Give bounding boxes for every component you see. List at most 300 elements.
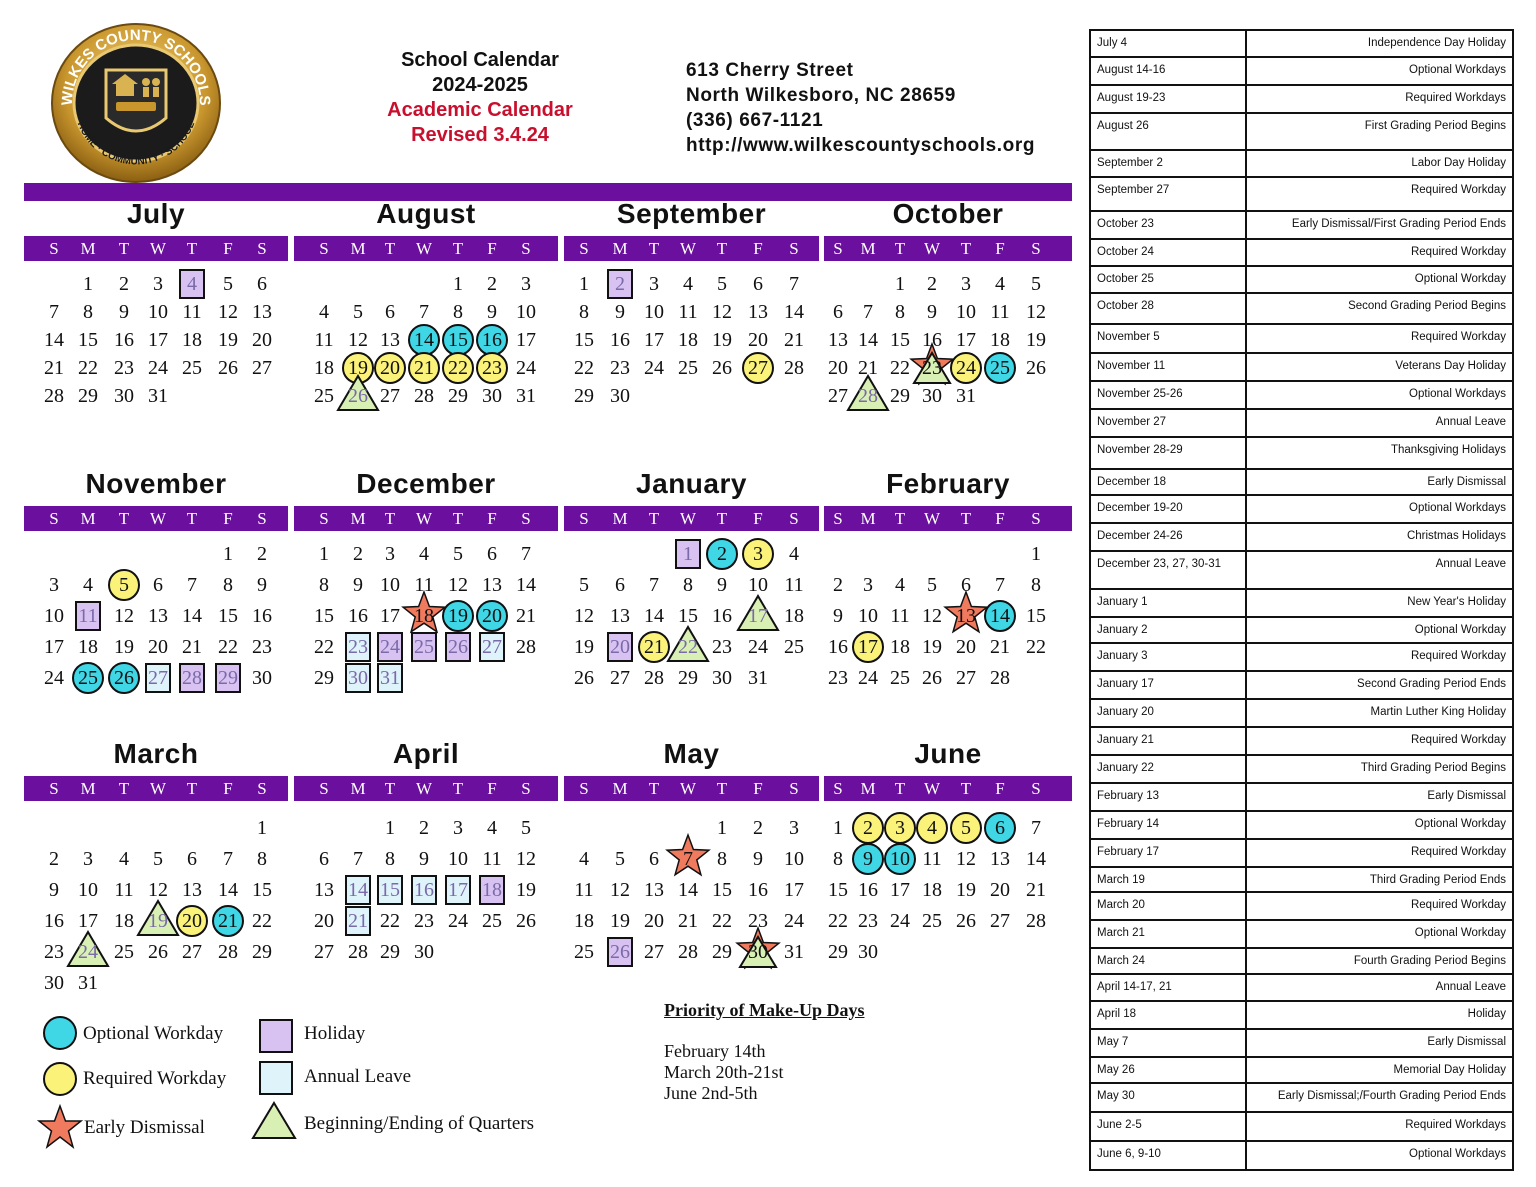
weekday-label: M [612,779,628,798]
calendar-day: 3 [385,543,395,565]
calendar-day: 29 [380,941,400,963]
calendar-day: 18 [574,910,594,932]
weekday-label: S [319,779,329,798]
event-row [1091,86,1512,114]
event-row [1091,975,1512,1002]
calendar-day: 27 [252,357,272,379]
calendar-day: 20 [380,357,400,379]
weekday-label: S [319,239,329,258]
weekday-label: M [860,239,876,258]
event-description: Annual Leave [1435,416,1506,428]
district-address [686,58,1035,158]
event-description: Annual Leave [1435,558,1506,570]
event-date: August 19-23 [1097,92,1166,104]
event-description: Early Dismissal;/Fourth Grading Period Ends [1277,1090,1506,1102]
event-row [1091,590,1512,618]
calendar-day: 3 [789,817,799,839]
calendar-day: 11 [922,848,942,870]
weekday-label: S [257,239,267,258]
calendar-day: 12 [922,605,942,627]
weekday-label: W [149,239,167,258]
calendar-day: 23 [858,910,878,932]
calendar-day: 5 [521,817,531,839]
weekday-label: F [753,509,763,528]
calendar-day: 4 [187,273,197,295]
calendar-day: 4 [319,301,329,323]
calendar-day: 2 [257,543,267,565]
weekday-label: T [716,509,728,528]
calendar-day: 6 [649,848,659,870]
month-november [24,470,288,720]
calendar-day: 6 [753,273,763,295]
weekday-label: F [995,509,1005,528]
event-description: Required Workday [1410,734,1506,746]
calendar-day: 7 [863,301,873,323]
weekday-label: T [118,779,130,798]
event-description: Required Workday [1410,184,1506,196]
weekday-label: T [186,779,198,798]
event-date: November 28-29 [1097,444,1183,456]
event-date: January 1 [1097,596,1148,608]
calendar-day: 25 [314,385,334,407]
weekday-header [294,506,558,531]
calendar-day: 12 [448,574,468,596]
event-description: Labor Day Holiday [1411,157,1506,169]
calendar-day: 15 [712,879,732,901]
month-december [294,470,558,720]
weekday-label: T [648,779,660,798]
calendar-day: 21 [348,910,368,932]
calendar-day: 30 [348,667,368,689]
event-row [1091,756,1512,784]
calendar-day: 18 [990,329,1010,351]
event-date: January 21 [1097,734,1154,746]
event-row [1091,496,1512,524]
calendar-day: 23 [828,667,848,689]
event-description: Required Workday [1410,246,1506,258]
event-row [1091,354,1512,382]
weekday-label: M [80,239,96,258]
calendar-day: 2 [717,543,727,565]
weekday-label: M [350,779,366,798]
event-row [1091,700,1512,728]
event-description: Required Workday [1410,846,1506,858]
calendar-day: 3 [49,574,59,596]
calendar-day: 4 [789,543,799,565]
calendar-day: 10 [380,574,400,596]
calendar-day: 5 [119,574,129,596]
calendar-day: 9 [119,301,129,323]
school-logo [50,22,222,184]
month-august [294,200,558,450]
calendar-day: 24 [956,357,976,379]
event-description: Memorial Day Holiday [1393,1064,1506,1076]
event-row [1091,840,1512,868]
event-row [1091,644,1512,672]
weekday-label: S [833,779,843,798]
event-date: August 14-16 [1097,64,1166,76]
weekday-label: T [384,779,396,798]
calendar-day: 26 [218,357,238,379]
event-date: December 18 [1097,476,1167,488]
month-name: March [113,738,199,769]
calendar-day: 21 [414,357,434,379]
calendar-day: 7 [789,273,799,295]
event-row [1091,240,1512,267]
weekday-label: T [452,779,464,798]
event-description: New Year's Holiday [1407,596,1506,608]
event-date: January 17 [1097,678,1154,690]
event-date: June 2-5 [1097,1119,1142,1131]
calendar-day: 17 [148,329,168,351]
event-row [1091,114,1512,151]
legend-early-label: Early Dismissal [84,1117,205,1138]
calendar-day: 27 [314,941,334,963]
makeup-heading: Priority of Make-Up Days [664,1000,865,1020]
event-description: Required Workdays [1405,1119,1506,1131]
calendar-day: 21 [182,636,202,658]
event-row [1091,438,1512,470]
calendar-day: 8 [833,848,843,870]
address-street: 613 Cherry Street [686,60,854,81]
optional-workday-icon [42,1015,78,1056]
event-date: June 6, 9-10 [1097,1148,1161,1160]
weekday-header [564,776,819,801]
calendar-day: 3 [649,273,659,295]
calendar-day: 29 [78,385,98,407]
calendar-day: 4 [487,817,497,839]
month-name: June [914,738,982,769]
event-date: May 26 [1097,1064,1135,1076]
event-date: February 14 [1097,818,1160,830]
calendar-day: 16 [414,879,434,901]
weekday-label: M [80,509,96,528]
weekday-label: S [789,779,799,798]
calendar-day: 17 [644,329,664,351]
event-date: May 7 [1097,1036,1129,1048]
calendar-day: 12 [218,301,238,323]
calendar-day: 25 [574,941,594,963]
calendar-day: 19 [148,910,168,932]
calendar-day: 8 [319,574,329,596]
weekday-label: T [648,239,660,258]
calendar-day: 30 [748,941,768,963]
event-description: Third Grading Period Ends [1369,874,1506,886]
calendar-day: 11 [678,301,698,323]
calendar-day: 24 [516,357,536,379]
event-description: Required Workday [1410,650,1506,662]
event-date: April 18 [1097,1008,1136,1020]
calendar-day: 23 [610,357,630,379]
event-date: January 22 [1097,762,1154,774]
calendar-day: 25 [990,357,1010,379]
calendar-day: 26 [448,636,468,658]
calendar-day: 15 [314,605,334,627]
calendar-day: 30 [712,667,732,689]
event-date: September 27 [1097,184,1170,196]
calendar-day: 8 [223,574,233,596]
calendar-day: 29 [712,941,732,963]
calendar-day: 15 [828,879,848,901]
calendar-day: 17 [956,329,976,351]
event-date: November 5 [1097,331,1160,343]
calendar-day: 5 [961,817,971,839]
weekday-label: T [452,239,464,258]
weekday-label: W [415,779,433,798]
calendar-day: 20 [314,910,334,932]
calendar-day: 11 [314,329,334,351]
weekday-header [24,506,288,531]
weekday-label: M [350,509,366,528]
event-row [1091,151,1512,178]
calendar-day: 28 [44,385,64,407]
weekday-label: T [716,779,728,798]
calendar-day: 4 [895,574,905,596]
calendar-day: 20 [990,879,1010,901]
quarters-triangle-icon [250,1100,298,1147]
calendar-day: 1 [453,273,463,295]
weekday-label: F [995,779,1005,798]
calendar-day: 30 [114,385,134,407]
calendar-day: 10 [148,301,168,323]
calendar-day: 1 [223,543,233,565]
calendar-day: 20 [252,329,272,351]
address-website[interactable]: http://www.wilkescountyschools.org [686,135,1036,156]
event-row [1091,267,1512,294]
weekday-label: W [679,239,697,258]
calendar-day: 3 [863,574,873,596]
calendar-day: 16 [610,329,630,351]
calendar-day: 10 [78,879,98,901]
event-date: August 26 [1097,120,1149,132]
weekday-label: S [521,239,531,258]
calendar-day: 13 [748,301,768,323]
calendar-day: 26 [148,941,168,963]
event-row [1091,524,1512,552]
calendar-day: 12 [1026,301,1046,323]
calendar-day: 8 [683,574,693,596]
calendar-day: 14 [44,329,64,351]
weekday-label: S [579,779,589,798]
calendar-day: 14 [348,879,368,901]
calendar-day: 22 [828,910,848,932]
calendar-day: 16 [114,329,134,351]
calendar-day: 21 [44,357,64,379]
calendar-day: 29 [252,941,272,963]
calendar-day: 29 [890,385,910,407]
weekday-label: T [960,239,972,258]
calendar-day: 29 [314,667,334,689]
calendar-day: 11 [182,301,202,323]
calendar-day: 7 [187,574,197,596]
calendar-day: 27 [610,667,630,689]
weekday-label: T [186,239,198,258]
calendar-day: 28 [218,941,238,963]
calendar-day: 15 [1026,605,1046,627]
calendar-day: 10 [956,301,976,323]
event-date: February 13 [1097,790,1160,802]
event-description: Optional Workdays [1409,64,1506,76]
calendar-day: 13 [828,329,848,351]
calendar-day: 3 [453,817,463,839]
calendar-day: 18 [182,329,202,351]
calendar-day: 2 [863,817,873,839]
event-description: Optional Workday [1414,273,1506,285]
calendar-day: 31 [748,667,768,689]
legend-holiday-label: Holiday [304,1023,366,1044]
calendar-day: 15 [252,879,272,901]
calendar-day: 5 [927,574,937,596]
calendar-day: 30 [482,385,502,407]
event-date: December 23, 27, 30-31 [1097,558,1222,570]
month-name: December [356,468,496,499]
calendar-title [350,48,610,148]
calendar-day: 10 [748,574,768,596]
calendar-day: 26 [922,667,942,689]
weekday-label: S [319,509,329,528]
legend-quarters-label: Beginning/Ending of Quarters [304,1113,535,1134]
weekday-header [824,776,1072,801]
calendar-day: 13 [182,879,202,901]
calendar-day: 9 [257,574,267,596]
calendar-day: 6 [961,574,971,596]
event-row [1091,382,1512,410]
calendar-day: 11 [574,879,594,901]
event-row [1091,672,1512,700]
calendar-day: 13 [610,605,630,627]
calendar-day: 16 [748,879,768,901]
makeup-item: February 14th [664,1041,766,1061]
makeup-days [664,1000,864,1104]
event-row [1091,784,1512,812]
calendar-day: 15 [678,605,698,627]
calendar-day: 25 [482,910,502,932]
weekday-label: T [186,509,198,528]
calendar-day: 10 [784,848,804,870]
calendar-day: 8 [257,848,267,870]
calendar-day: 14 [218,879,238,901]
weekday-label: W [149,779,167,798]
calendar-day: 13 [956,605,976,627]
event-description: Required Workday [1410,899,1506,911]
event-date: February 17 [1097,846,1160,858]
calendar-day: 24 [44,667,64,689]
calendar-day: 1 [579,273,589,295]
calendar-day: 4 [419,543,429,565]
calendar-day: 21 [858,357,878,379]
event-description: Optional Workdays [1409,388,1506,400]
calendar-day: 1 [683,543,693,565]
calendar-day: 5 [453,543,463,565]
weekday-label: T [118,239,130,258]
event-date: December 24-26 [1097,530,1183,542]
calendar-day: 5 [223,273,233,295]
calendar-day: 15 [380,879,400,901]
calendar-day: 17 [784,879,804,901]
event-date: September 2 [1097,157,1163,169]
event-date: March 24 [1097,955,1145,967]
event-description: Early Dismissal [1427,790,1506,802]
weekday-label: W [923,239,941,258]
calendar-day: 26 [956,910,976,932]
calendar-day: 3 [83,848,93,870]
calendar-day: 17 [748,605,768,627]
month-name: April [392,738,460,769]
calendar-day: 31 [380,667,400,689]
weekday-label: T [384,509,396,528]
calendar-day: 17 [380,605,400,627]
calendar-day: 24 [748,636,768,658]
weekday-label: M [612,239,628,258]
title-line-3: Academic Calendar [387,99,573,121]
weekday-label: F [753,779,763,798]
calendar-day: 2 [615,273,625,295]
calendar-day: 15 [890,329,910,351]
event-description: Required Workdays [1405,92,1506,104]
weekday-label: W [679,509,697,528]
weekday-label: S [521,509,531,528]
weekday-label: T [960,509,972,528]
calendar-day: 22 [314,636,334,658]
calendar-day: 7 [521,543,531,565]
event-date: July 4 [1097,37,1128,49]
calendar-day: 20 [182,910,202,932]
calendar-day: 18 [414,605,434,627]
event-row [1091,294,1512,325]
calendar-day: 26 [610,941,630,963]
event-description: Required Workday [1410,331,1506,343]
calendar-day: 16 [252,605,272,627]
event-row [1091,212,1512,240]
event-description: Annual Leave [1435,981,1506,993]
calendar-day: 24 [858,667,878,689]
calendar-day: 8 [83,301,93,323]
calendar-day: 9 [419,848,429,870]
calendar-day: 23 [922,357,942,379]
calendar-day: 24 [644,357,664,379]
weekday-label: M [612,509,628,528]
event-date: October 28 [1097,300,1154,312]
calendar-day: 22 [448,357,468,379]
calendar-day: 25 [414,636,434,658]
event-date: March 21 [1097,927,1145,939]
calendar-day: 12 [148,879,168,901]
calendar-day: 25 [784,636,804,658]
calendar-day: 5 [579,574,589,596]
calendar-day: 31 [78,972,98,994]
weekday-label: S [49,239,59,258]
weekday-header [294,236,558,261]
calendar-day: 31 [784,941,804,963]
calendar-day: 28 [644,667,664,689]
calendar-day: 13 [482,574,502,596]
calendar-day: 23 [114,357,134,379]
calendar-day: 26 [114,667,134,689]
calendar-day: 21 [990,636,1010,658]
weekday-label: W [923,509,941,528]
weekday-label: S [49,779,59,798]
calendar-day: 25 [182,357,202,379]
calendar-day: 7 [1031,817,1041,839]
calendar-day: 14 [784,301,804,323]
calendar-day: 2 [487,273,497,295]
calendar-day: 22 [890,357,910,379]
calendar-day: 2 [353,543,363,565]
calendar-day: 1 [895,273,905,295]
calendar-day: 16 [482,329,502,351]
calendar-day: 6 [995,817,1005,839]
weekday-header [824,506,1072,531]
